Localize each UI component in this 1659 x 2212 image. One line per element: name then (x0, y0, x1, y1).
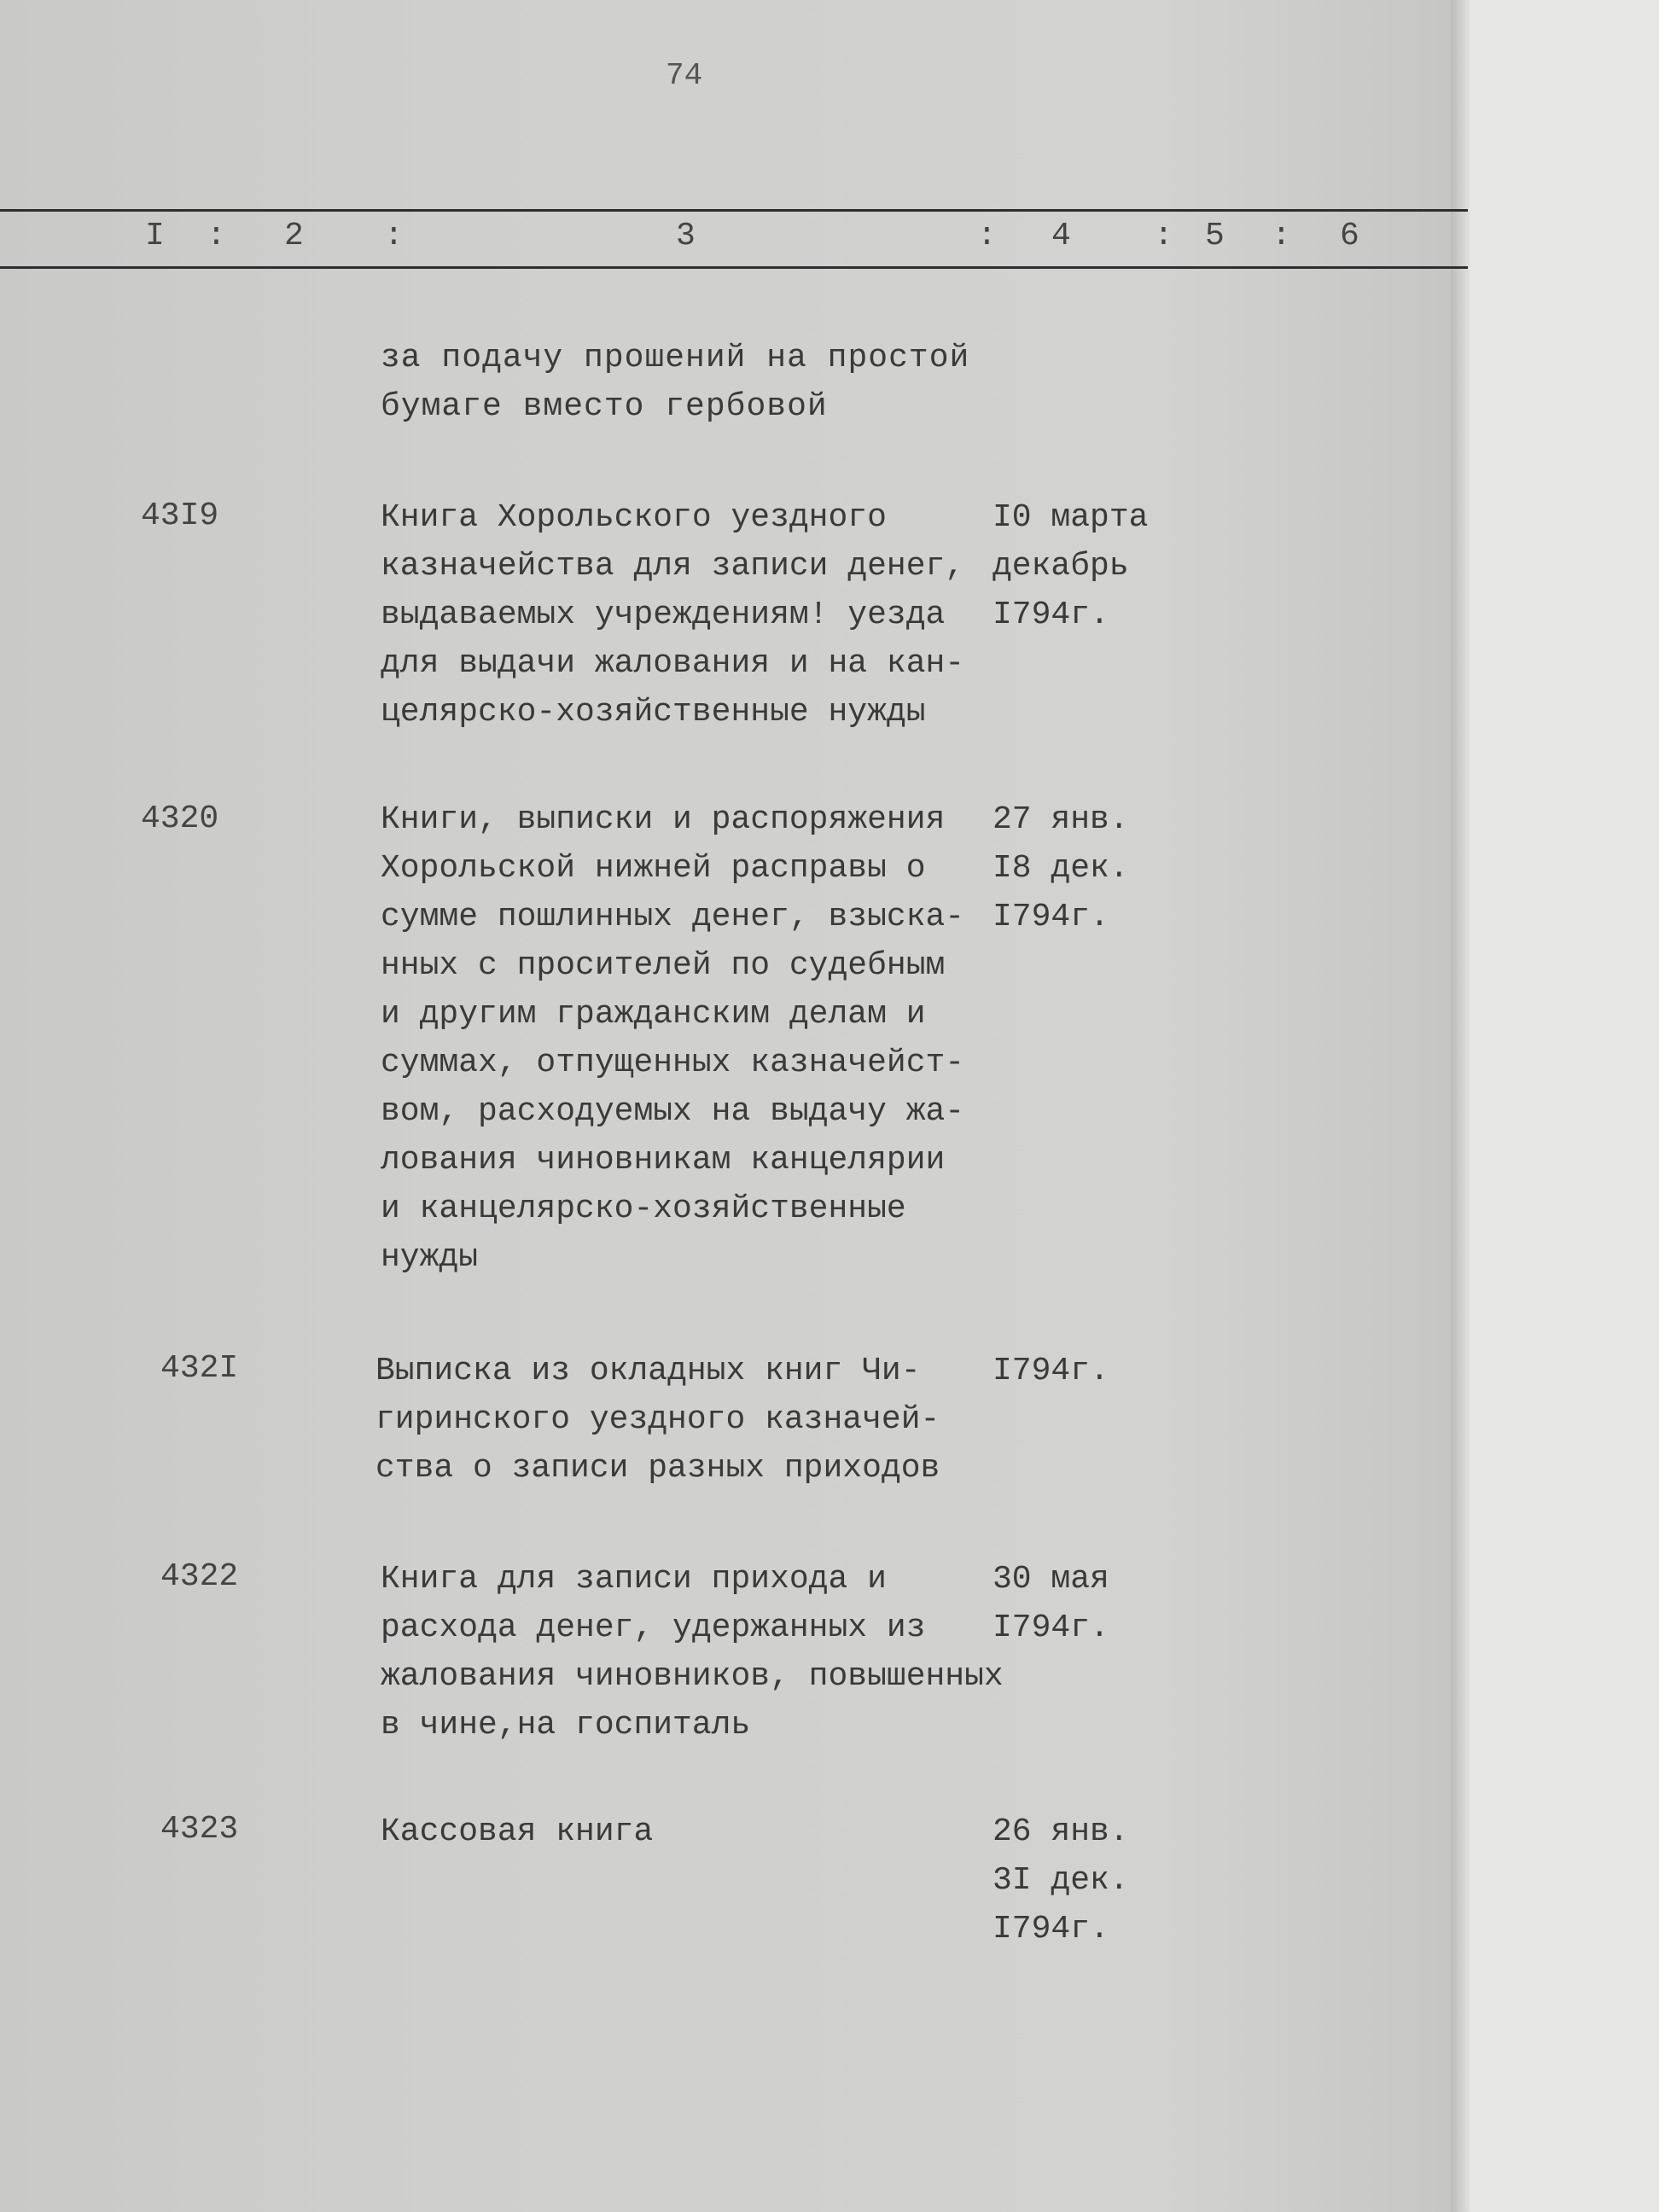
entry-description: Книга Хорольского уездного казначейства для записи денег, выдаваемых учреждениям! уезда для выдачи жалования и на кан- целярско-хозяйственные нужды (381, 499, 965, 731)
column-header-3: 3 (676, 218, 696, 254)
page-number: 74 (666, 58, 703, 93)
entry-date: 30 мая I794г. (992, 1561, 1109, 1646)
column-header-2: 2 (284, 218, 304, 254)
column-separator: : (977, 218, 997, 254)
column-header-1: I (145, 218, 165, 254)
entry-date: 27 янв. I8 дек. I794г. (992, 801, 1129, 935)
continuation-line: бумаге вместо гербовой (381, 388, 828, 425)
entry-number: 4323 (160, 1811, 239, 1848)
column-separator: : (1272, 218, 1291, 254)
background-margin (1470, 0, 1659, 2212)
entry-date: I0 марта декабрь I794г. (992, 499, 1149, 633)
header-rule-top (0, 209, 1468, 212)
entry-number: 4322 (160, 1558, 239, 1595)
entry-number: 432I (160, 1350, 239, 1387)
entry-description: Кассовая книга (381, 1813, 654, 1850)
column-header-5: 5 (1205, 218, 1225, 254)
continuation-line: за подачу прошений на простой (381, 340, 970, 376)
entry-description: Книга для записи прихода и расхода денег, удержанных из жалования чиновников, повышенных в чине,на госпиталь (381, 1561, 1004, 1743)
header-rule-bottom (0, 266, 1468, 269)
entry-date: I794г. (992, 1353, 1109, 1389)
column-header-4: 4 (1051, 218, 1071, 254)
column-header-6: 6 (1340, 218, 1359, 254)
entry-description: Выписка из окладных книг Чи- гиринского уездного казначей- ства о записи разных приходов (375, 1353, 940, 1487)
column-separator: : (384, 218, 404, 254)
column-separator: : (207, 218, 226, 254)
entry-number: 43I9 (141, 498, 219, 534)
column-separator: : (1154, 218, 1173, 254)
entry-description: Книги, выписки и распоряжения Хорольской нижней расправы о сумме пошлинных денег, взыска- нных с просителей по судебным и другим гражданским делам и суммах, отпущенных казначейст- вом, расходуемых на выдачу жа- лования чиновникам канцелярии и канцелярско-хозяйственные нужды (381, 801, 965, 1276)
page-edge (1451, 0, 1470, 2212)
entry-number: 4320 (141, 800, 219, 837)
entry-date: 26 янв. 3I дек. I794г. (992, 1813, 1129, 1947)
